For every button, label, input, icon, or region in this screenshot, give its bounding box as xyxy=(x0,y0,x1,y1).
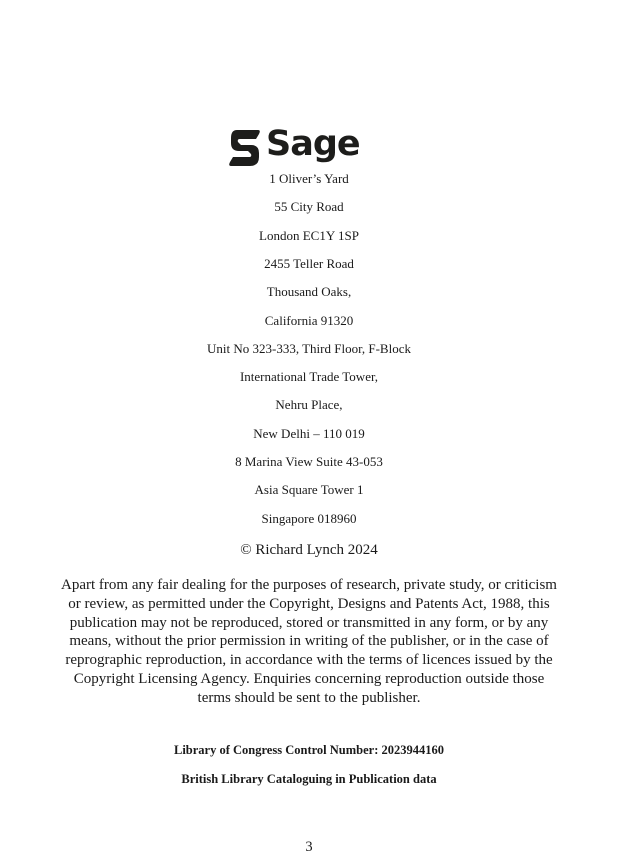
address-line: Asia Square Tower 1 xyxy=(254,482,364,497)
british-library-cataloguing: British Library Cataloguing in Publication data xyxy=(181,772,437,786)
address-line: 55 City Road xyxy=(274,199,344,214)
sage-s-mark-icon xyxy=(228,127,262,169)
address-line: 2455 Teller Road xyxy=(264,256,354,271)
address-line: 1 Oliver’s Yard xyxy=(269,171,349,186)
address-line: Singapore 018960 xyxy=(261,511,357,526)
address-line: 8 Marina View Suite 43-053 xyxy=(235,454,383,469)
address-line: Unit No 323-333, Third Floor, F-Block xyxy=(207,341,411,356)
address-line: Thousand Oaks, xyxy=(266,284,352,299)
library-of-congress-number: Library of Congress Control Number: 2023944160 xyxy=(173,743,444,757)
copyright-notice: © Richard Lynch 2024 xyxy=(240,542,378,558)
address-line: New Delhi – 110 019 xyxy=(253,426,365,441)
logo-wordmark: Sage xyxy=(266,124,360,164)
address-line: Nehru Place, xyxy=(275,397,343,412)
address-line: California 91320 xyxy=(264,313,354,328)
page-number: 3 xyxy=(305,839,313,855)
address-line: International Trade Tower, xyxy=(239,369,379,384)
address-line: London EC1Y 1SP xyxy=(259,228,359,243)
rights-paragraph: Apart from any fair dealing for the purposes of research, private study, or criticism or review, as permitted under the Copyright, Designs and Patents Act, 1988, this publication may not be reproduced, stored or transmitted in any form, or by any means, without the prior permission in writing of the publisher, or in the case of reprographic reproduction, in accordance with the terms of licences issued by the Copyright Licensing Agency. Enquiries concerning reproduction outside those terms should be sent to the publisher. xyxy=(61,577,557,706)
sage-logo xyxy=(228,124,360,169)
